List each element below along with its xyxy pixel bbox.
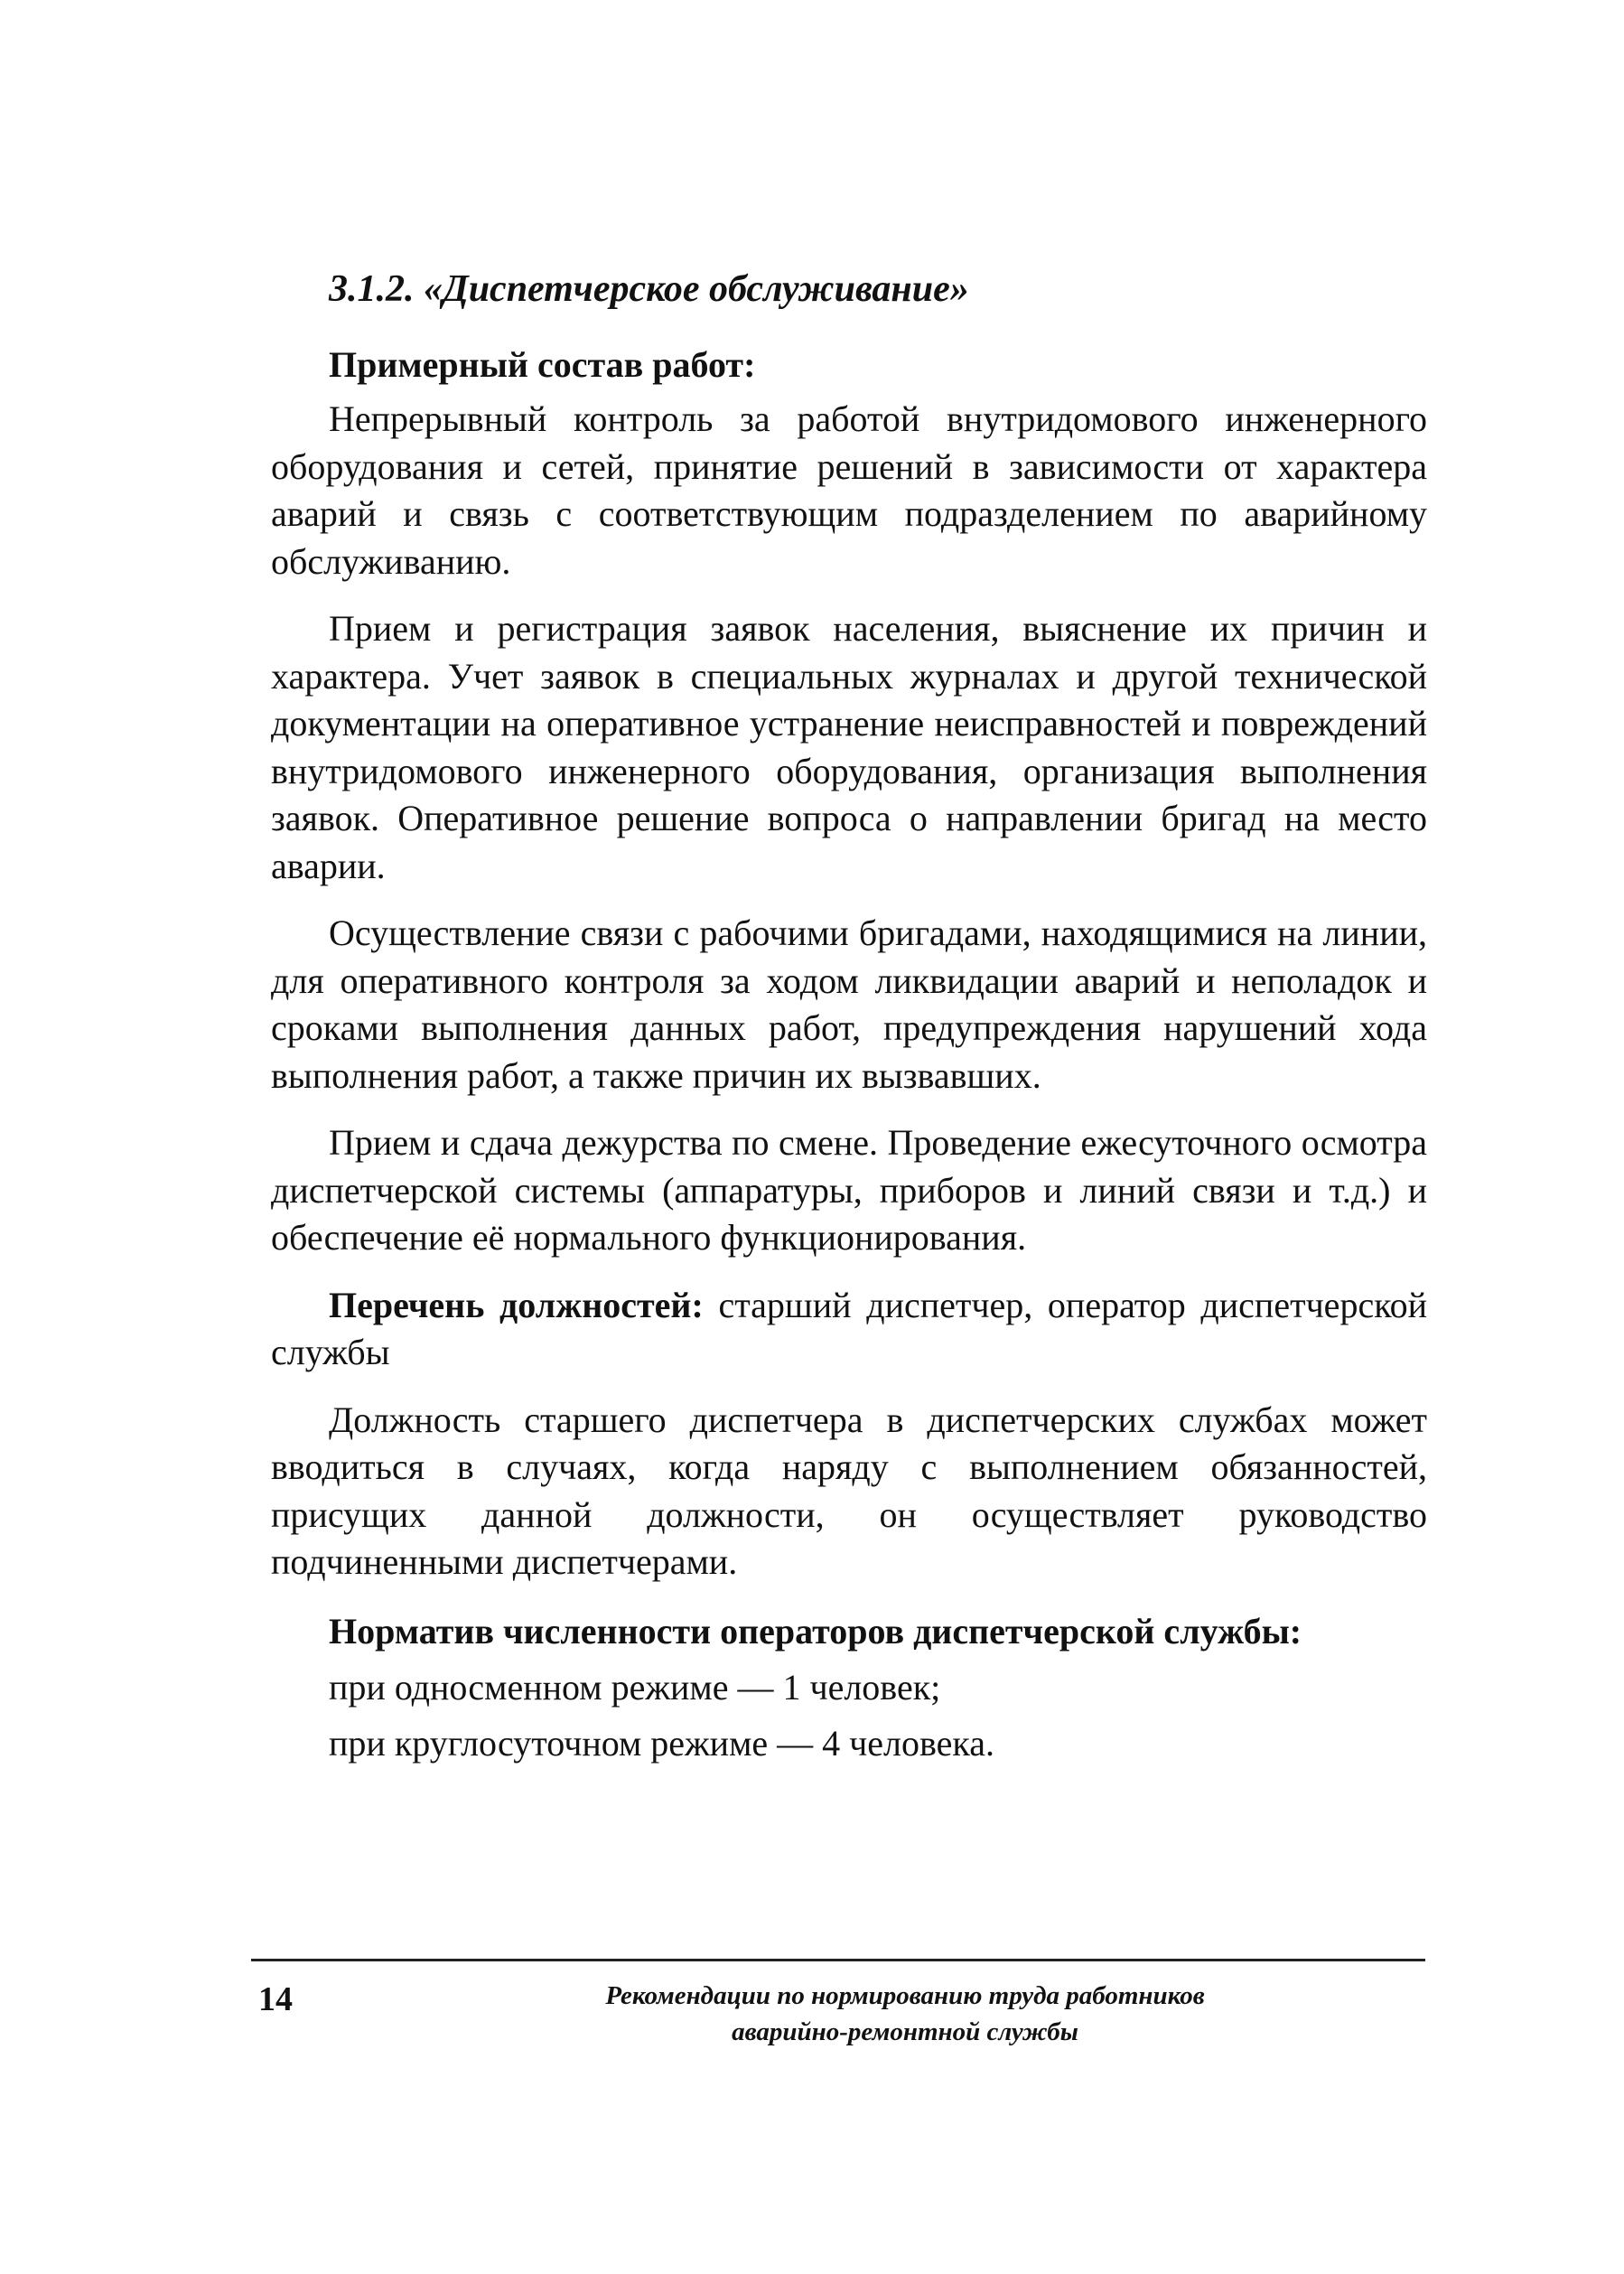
positions-text: старший диспетчер, оператор диспетчерской службы	[271, 1284, 1427, 1372]
footer-caption	[511, 1978, 1299, 2050]
works-heading: Примерный состав работ:	[329, 344, 756, 385]
section-title: 3.1.2. «Диспетчерское обслуживание»	[329, 268, 969, 310]
works-paragraph-1: Непрерывный контроль за работой внутридомового инженерного оборудования и сетей, принятие решений в зависимости от характера аварий и связь с соответствующим подразделением по аварийному обслуживанию.	[271, 398, 1427, 582]
works-paragraph-4: Прием и сдача дежурства по смене. Проведение ежесуточного осмотра диспетчерской системы (аппаратуры, приборов и линий связи и т.д.) и обеспечение её нормального функционирования.	[271, 1122, 1427, 1258]
positions-paragraph	[271, 1282, 1427, 1377]
positions-note: Должность старшего диспетчера в диспетчерских службах может вводиться в случаях, когда наряду с выполнением обязанностей, присущих данной должности, он осуществляет руководство подчиненными диспетчерами.	[271, 1399, 1427, 1582]
norm-single-shift: при односменном режиме — 1 человек;	[329, 1666, 941, 1708]
norm-heading: Норматив численности операторов диспетчерской службы:	[329, 1610, 1302, 1652]
footer-caption-line-2: аварийно-ремонтной службы	[732, 2017, 1078, 2046]
norm-round-clock: при круглосуточном режиме — 4 человека.	[329, 1722, 994, 1764]
footer-divider	[251, 1959, 1425, 1961]
works-paragraph-2: Прием и регистрация заявок населения, выяснение их причин и характера. Учет заявок в специальных журналах и другой технической документации на оперативное устранение неисправностей и повреждений внутридомового инженерного оборудования, организация выполнения заявок. Оперативное решение вопроса о направлении бригад на место аварии.	[271, 608, 1427, 886]
works-paragraph-3: Осуществление связи с рабочими бригадами, находящимися на линии, для оперативного контроля за ходом ликвидации аварий и неполадок и сроками выполнения данных работ, предупреждения нарушений хода выполнения работ, а также причин их вызвавших.	[271, 912, 1427, 1096]
page-footer	[251, 1959, 1425, 2050]
page-body	[271, 262, 1427, 1769]
page-number: 14	[258, 1980, 293, 2018]
footer-caption-line-1: Рекомендации по нормированию труда работников	[605, 1981, 1205, 2010]
positions-label: Перечень должностей:	[329, 1284, 704, 1325]
